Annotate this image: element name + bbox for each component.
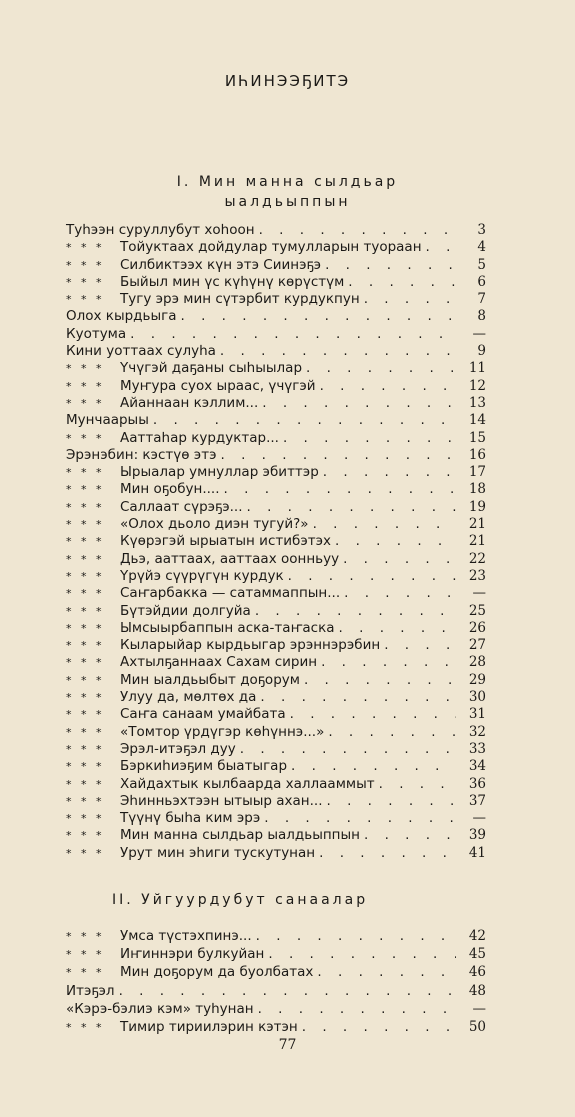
entry-asterisks: * * * [66,691,105,705]
entry-page-number: 16 [468,446,486,463]
entry-title: Мин оҕобун.... [120,481,220,498]
dot-leader [304,672,456,689]
dot-leader [283,430,456,447]
toc-entry [66,360,486,377]
dot-leader [306,360,456,377]
entry-asterisks: * * * [66,829,105,843]
entry-asterisks: * * * [66,725,105,739]
dot-leader [319,845,456,862]
entry-title: Саҥарбакка — сатаммаппын... [120,585,341,602]
toc-entry [66,603,486,620]
toc-entry [66,378,486,395]
dot-leader [246,499,456,516]
entry-asterisks: * * * [66,258,105,272]
toc-entry [66,308,486,325]
section-2-entries [66,927,486,1036]
dot-leader [255,603,456,620]
toc-entry [66,516,486,533]
toc-entry [66,620,486,637]
entry-title: Хайдахтык кылбаарда халлааммыт [120,775,375,792]
toc-entry [66,654,486,671]
toc-entry [66,464,486,481]
entry-title: Улуу да, мөлтөх да [120,689,257,706]
entry-page-number: 48 [468,982,486,999]
entry-page-number: 8 [477,308,486,325]
entry-asterisks: * * * [66,656,105,670]
entry-page-number: 7 [477,291,486,308]
entry-title: Бэркиһиэҕим быатыгар [120,758,288,775]
dot-leader [119,982,456,1000]
entry-page-number: 17 [468,464,486,481]
dot-leader [290,706,456,723]
entry-asterisks: * * * [66,930,105,943]
toc-entry [66,945,486,963]
entry-asterisks: * * * [66,569,105,583]
dot-leader [317,963,456,981]
page-number: 77 [278,1037,297,1053]
entry-title: Дьэ, ааттаах, ааттаах оонньуу [120,550,340,567]
entry-page-number: 31 [468,706,486,723]
contents-heading: ИҺИНЭЭҔИТЭ [224,72,351,90]
entry-page-number: 36 [468,775,486,792]
entry-asterisks: * * * [66,794,105,808]
entry-title: Ымсыырбаппын аска-таҥаска [120,619,335,636]
dot-leader [268,945,456,963]
entry-asterisks: * * * [66,535,105,549]
toc-entry [66,793,486,810]
dot-leader [335,533,456,550]
section-1-title-line-1: I. Мин манна сылдьар [176,174,399,190]
dot-leader [220,343,456,360]
section-2-title: II. Уйгуурдубут санаалар [112,892,369,908]
entry-title: Куотума [66,325,127,342]
entry-page-number: 37 [468,792,486,809]
entry-page-number: 5 [477,256,486,273]
entry-title: Мунчаарыы [66,412,149,429]
dot-leader [320,378,456,395]
toc-entry [66,689,486,706]
entry-title: Саллаат сүрэҕэ... [120,498,243,515]
entry-title: Тойуктаах дойдулар тумулларын туораан [120,239,422,256]
entry-page-number: 50 [468,1018,486,1035]
toc-entry [66,499,486,516]
entry-asterisks: * * * [66,708,105,722]
toc-entry [66,672,486,689]
entry-page-number: 27 [468,637,486,654]
dot-leader [343,551,456,568]
toc-entry [66,1018,486,1036]
entry-title: Тугу эрэ мин сүтэрбит курдукпун [120,291,360,308]
toc-entry [66,291,486,308]
entry-page-number: — [472,810,486,827]
dot-leader [264,810,456,827]
dot-leader [130,326,456,343]
entry-title: Күөрэгэй ырыатын истибэтэх [120,533,332,550]
toc-entry [66,741,486,758]
dot-leader [339,620,456,637]
entry-asterisks: * * * [66,604,105,618]
entry-page-number: 18 [468,481,486,498]
entry-page-number: 19 [468,498,486,515]
entry-asterisks: * * * [66,275,105,289]
entry-title: «Олох дьоло диэн тугуй?» [120,516,309,533]
dot-leader [384,637,456,654]
entry-asterisks: * * * [66,379,105,393]
dot-leader [181,308,457,325]
entry-page-number: 22 [468,550,486,567]
toc-entry [66,585,486,602]
entry-asterisks: * * * [66,431,105,445]
toc-entry [66,326,486,343]
entry-title: Умса түстэхпинэ... [120,928,252,944]
entry-asterisks: * * * [66,500,105,514]
toc-entry [66,343,486,360]
entry-title: Иҥиннэри булкуйан [120,946,265,963]
toc-entry [66,776,486,793]
section-1-title-line-2: ыалдьыппын [224,194,351,210]
toc-entry [66,239,486,256]
entry-asterisks: * * * [66,673,105,687]
entry-page-number: 41 [468,844,486,861]
entry-asterisks: * * * [66,760,105,774]
entry-title: Муҥура суох ыраас, үчүгэй [120,377,316,394]
dot-leader [153,412,456,429]
dot-leader [426,239,456,256]
entry-title: Саҥа санаам умайбата [120,706,286,723]
section-1-entries [66,222,486,862]
toc-entry [66,551,486,568]
entry-page-number: 39 [468,827,486,844]
toc-entry [66,430,486,447]
entry-page-number: 29 [468,671,486,688]
entry-asterisks: * * * [66,293,105,307]
toc-entry [66,982,486,1000]
dot-leader [327,793,457,810]
entry-title: «Томтор үрдүгэр көһүннэ...» [120,723,325,740]
dot-leader [344,585,456,602]
dot-leader [379,776,456,793]
dot-leader [224,481,456,498]
toc-entry [66,222,486,239]
entry-asterisks: * * * [66,777,105,791]
toc-entry [66,845,486,862]
entry-asterisks: * * * [66,966,105,980]
entry-page-number: — [472,585,486,602]
entry-title: Урут мин эһиги тускутунан [120,844,316,861]
toc-entry [66,827,486,844]
dot-leader [259,222,456,239]
entry-page-number: 42 [468,928,486,944]
entry-title: Олох кырдьыга [66,308,177,325]
entry-title: Ырыалар умнуллар эбиттэр [120,464,319,481]
entry-asterisks: * * * [66,552,105,566]
entry-title: Ахтылҕаннаах Сахам сирин [120,654,318,671]
toc-entry [66,810,486,827]
dot-leader [313,516,456,533]
entry-asterisks: * * * [66,846,105,860]
entry-page-number: 46 [468,964,486,981]
dot-leader [364,827,456,844]
entry-page-number: 23 [468,567,486,584]
entry-title: Үрүйэ сүүрүгүн курдук [120,567,284,584]
toc-entry [66,274,486,291]
toc-entry [66,963,486,981]
dot-leader [291,758,456,775]
entry-page-number: 21 [468,533,486,550]
entry-page-number: 9 [477,343,486,360]
dot-leader [321,654,456,671]
entry-page-number: — [472,1000,486,1017]
toc-entry [66,927,486,945]
dot-leader [323,464,456,481]
toc-entry [66,1000,486,1018]
dot-leader [288,568,456,585]
entry-asterisks: * * * [66,396,105,410]
entry-title: Мин манна сылдьар ыалдьыппын [120,827,360,844]
entry-title: Итэҕэл [66,982,115,999]
toc-entry [66,724,486,741]
entry-asterisks: * * * [66,621,105,635]
entry-title: Кини уоттаах сулуһа [66,343,216,360]
toc-entry [66,395,486,412]
entry-title: Мин доҕорум да буолбатах [120,964,314,981]
entry-page-number: 33 [468,740,486,757]
entry-page-number: 26 [468,619,486,636]
entry-title: Эрэл-итэҕэл дуу [120,740,236,757]
entry-asterisks: * * * [66,483,105,497]
section-1-title [0,172,575,212]
entry-page-number: 6 [477,273,486,290]
dot-leader [348,274,456,291]
entry-asterisks: * * * [66,518,105,532]
entry-title: Тимир тириилэрин кэтэн [120,1018,298,1035]
dot-leader [240,741,456,758]
entry-page-number: 25 [468,602,486,619]
entry-page-number: 28 [468,654,486,671]
entry-title: Туһээн суруллубут хоһоон [66,222,255,238]
toc-entry [66,706,486,723]
toc-entry [66,257,486,274]
entry-asterisks: * * * [66,1020,105,1034]
dot-leader [260,689,456,706]
dot-leader [262,395,456,412]
toc-entry [66,568,486,585]
entry-page-number: 30 [468,689,486,706]
entry-page-number: — [472,325,486,342]
entry-asterisks: * * * [66,742,105,756]
entry-page-number: 13 [468,394,486,411]
entry-title: Үчүгэй даҕаны сыһыылар [120,360,303,377]
entry-title: Эрэнэбин: кэстүө этэ [66,446,217,463]
entry-asterisks: * * * [66,466,105,480]
entry-title: Эһинньэхтээн ытыыр ахан... [120,792,323,809]
dot-leader [328,724,456,741]
toc-entry [66,637,486,654]
dot-leader [258,1000,456,1018]
entry-title: Силбиктээх күн этэ Сиинэҕэ [120,256,322,273]
toc-entry [66,412,486,429]
entry-title: Ааттаһар курдуктар... [120,429,279,446]
toc-entry [66,481,486,498]
entry-page-number: 15 [468,429,486,446]
dot-leader [325,257,456,274]
entry-title: Айаннаан кэллим... [120,394,259,411]
dot-leader [364,291,456,308]
entry-title: Кыларыйар кырдьыгар эрэннэрэбин [120,637,381,654]
entry-page-number: 34 [468,758,486,775]
entry-page-number: 32 [468,723,486,740]
entry-page-number: 14 [468,412,486,429]
entry-title: Бүтэйдии долгуйа [120,602,251,619]
toc-entry [66,447,486,464]
dot-leader [302,1018,456,1036]
entry-page-number: 3 [477,222,486,238]
entry-page-number: 12 [468,377,486,394]
entry-title: «Кэрэ-бэлиэ кэм» туһунан [66,1000,254,1017]
dot-leader [220,447,456,464]
entry-page-number: 4 [477,239,486,256]
entry-page-number: 21 [468,516,486,533]
entry-asterisks: * * * [66,362,105,376]
entry-asterisks: * * * [66,587,105,601]
entry-asterisks: * * * [66,241,105,255]
entry-asterisks: * * * [66,948,105,962]
toc-entry [66,758,486,775]
toc-entry [66,533,486,550]
dot-leader [256,927,456,945]
entry-title: Түүнү быһа ким эрэ [120,810,261,827]
entry-page-number: 11 [468,360,486,377]
entry-asterisks: * * * [66,639,105,653]
entry-title: Мин ыалдьыбыт доҕорум [120,671,300,688]
entry-asterisks: * * * [66,812,105,826]
entry-title: Быйыл мин үс күһүнү көрүстүм [120,273,345,290]
entry-page-number: 45 [468,946,486,963]
